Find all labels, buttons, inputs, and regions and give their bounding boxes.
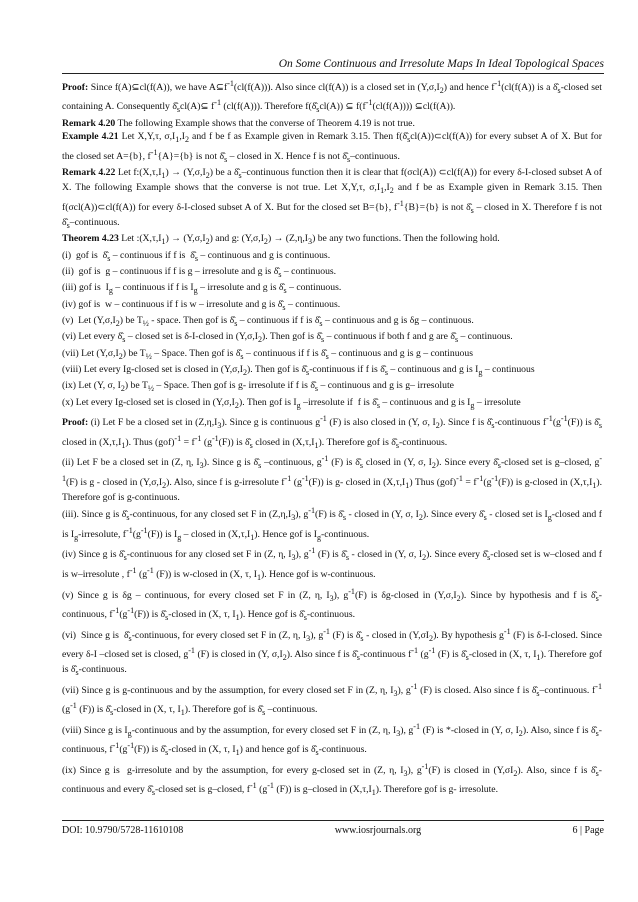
paragraph: Proof: (i) Let F be a closed set in $(Z,\eta,I_3)$. Since g is continuous $g^{-1}$ (F) is also closed in (Y, σ, $I_2$). Since f is $\deltâ_s$-continuous $f^{-1}(g^{-1}(F))$ is $\deltâ_s$ closed in $(X,\tau,I_1)$. Thus $(gof)^{-1} = f^{-1}$ $(g^{-1}(F))$ is $\deltâ_s$ closed in $(X,\tau,I_1)$. Therefore gof is $\deltâ_s$-continuous. bbox=[62, 414, 602, 450]
paragraph: (i) gof is $\deltâ_s$ – continuous if f is $\deltâ_s$ – continuous and g is continuous. bbox=[62, 249, 331, 263]
paragraph: Proof: Since f(A)⊆cl(f(A)), we have $A⊆f^{-1}(cl(f(A)))$. Also since cl(f(A)) is a closed set in $(Y,\sigma,I_2)$ and hence $f^{-1}(cl(f(A))$ is a $\deltâ_s$-closed set containing A. Consequently $\deltâ_scl(A)⊆$ $f^{-1}$ (cl(f(A))). Therefore $f(\deltâ_scl(A))$ ⊆ $f(f^{-1}(cl(f(A))))$ ⊆cl(f(A)). bbox=[62, 79, 602, 115]
article-body bbox=[62, 78, 602, 801]
paragraph: (iii). Since g is $\deltâ_s$-continuous, for any closed set F in $(Z,\eta,I_3)$, $g^{-1}(F)$ is $\deltâ_s$ - closed in (Y, σ, $I_2$). Since every $\deltâ_s$ - closed set is $I_g$-closed and f is $I_g$-irresolute, $f^{-1}(g^{-1}(F))$ is $I_g$ – closed in $(X,\tau,I_1)$. Hence gof is $I_g$-continuous. bbox=[62, 506, 602, 543]
paragraph: (iii) gof is $I_g$ – continuous if f is $I_g$ – irresolute and g is $\deltâ_s$ – continuous. bbox=[62, 282, 342, 296]
footer-page-number: 6 | Page bbox=[572, 825, 604, 836]
paragraph: Remark 4.22 Let $f:(X,\tau,I_1) \to (Y,\sigma,I_2)$ be a $\deltâ_s$–continuous function then it is clear that f(σcl(A)) ⊂cl(f(A)) for every δ-I-closed subset A of X. The following Example shows that the converse is not true. Let X,Y,τ, $\sigma,I_1,I_2$ and f be as Example given in Remark 3.15. Then f(σcl(A))⊂cl(f(A)) for every δ-I-closed subset A of X. But for the closed set B={b}, $f^{-1}\{B\}=\{b\}$ is not $\deltâ_s$ – closed in X. Therefore f is not $\deltâ_s$–continuous. bbox=[62, 167, 603, 231]
footer-doi: DOI: 10.9790/5728-11610108 bbox=[62, 825, 184, 836]
paragraph: (ix) Let (Y, σ, $I_2$) be $T_{\frac{1}{2}}$ – Space. Then gof is g- irresolute if f is $\deltâ_s$ – continuous and g is g– irresolute bbox=[62, 380, 454, 394]
paragraph: (viii) Since g is $I_g$-continuous and by the assumption, for every closed set F in (Z, η, $I_3$), $g^{-1}$ (F) is *-closed in (Y, σ, $I_2$). Also, since f is $\deltâ_s$-continuous, $f^{-1}(g^{-1}(F))$ is $\deltâ_s$-closed in (X, τ, $I_1$) and hence gof is $\deltâ_s$-continuous. bbox=[62, 721, 602, 758]
paragraph: Theorem 4.23 Let $:(X,\tau,I_1) \to (Y,\sigma,I_2)$ and g: $(Y,\sigma,I_2) \to (Z,\eta,I_3)$ be any two functions. Then the following hold. bbox=[62, 233, 500, 247]
paragraph: Example 4.21 Let X,Y,τ, $\sigma,I_1,I_2$ and f be f as Example given in Remark 3.15. Then $f(\deltâ_scl(A))\subset cl(f(A))$ for every subset A of X. But for the closed set A={b}, $f^{-1}\{A\}=\{b\}$ is not $\deltâ_s$ – closed in X. Hence f is not $\deltâ_s$–continuous. bbox=[62, 131, 602, 164]
paragraph: Remark 4.20 The following Example shows that the converse of Theorem 4.19 is not true. bbox=[62, 118, 415, 130]
paragraph: (x) Let every Ig-closed set is closed in $(Y,\sigma,I_2)$. Then gof is $I_g$ –irresolute if f is $\deltâ_s$ – continuous and g is $I_g$ – irresolute bbox=[62, 396, 521, 410]
page-footer bbox=[62, 820, 604, 836]
paragraph: (vii) Since g is g-continuous and by the assumption, for every closed set F in (Z, η, $I_3$), $g^{-1}$ (F) is closed. Also since f is $\deltâ_s$–continuous. $f^{-1}$ ($g^{-1}$ (F)) is $\deltâ_s$-closed in (X, τ, $I_1$). Therefore gof is $\deltâ_s$ –continuous. bbox=[62, 681, 602, 718]
paragraph: (vi) Let every $\deltâ_s$ – closed set is δ-I-closed in $(Y,\sigma,I_2)$. Then gof is $\deltâ_s$ – continuous if both f and g are $\deltâ_s$ – continuous. bbox=[62, 331, 513, 345]
footer-website: www.iosrjournals.org bbox=[334, 825, 422, 836]
paragraph: (ii) Let F be a closed set in (Z, η, $I_3$). Since g is $\deltâ_s$ –continuous, $g^{-1}$ (F) is $\deltâ_s$ closed in (Y, σ, $I_2$). Since every $\deltâ_s$-closed set is g–closed, $g^{-1}(F)$ is g - closed in $(Y,\sigma,I_2)$. Also, since f is g-irresolute $f^{-1}$ $(g^{-1}(F))$ is g- closed in $(X,\tau,I_1)$ Thus $(gof)^{-1} = f^{-1}(g^{-1}(F))$ is g-closed in $(X,\tau,I_1)$. Therefore gof is g-continuous. bbox=[62, 454, 603, 504]
paragraph: (ix) Since g is g-irresolute and by the assumption, for every g-closed set in (Z, η, $I_3$), $g^{-1}(F)$ is closed in $(Y,\sigma I_2)$. Also, since f is $\deltâ_s$-continuous and every $\deltâ_s$-closed set is g–closed, $f^{-1}$ ($g^{-1}$ (F)) is g–closed in $(X,\tau,I_1)$. Therefore gof is g- irresolute. bbox=[62, 761, 602, 798]
paragraph: (v) Since g is δg – continuous, for every closed set F in (Z, η, $I_3$), $g^{-1}(F)$ is δg-closed in $(Y,\sigma,I_2)$. Since by hypothesis and f is $\deltâ_s$-continuous, $f^{-1}(g^{-1}(F))$ is $\deltâ_s$-closed in (X, τ, $I_1$). Hence gof is $\deltâ_s$-continuous. bbox=[62, 586, 602, 623]
paragraph: (vii) Let $(Y,\sigma,I_2)$ be $T_{\frac{1}{2}}$ – Space. Then gof is $\deltâ_s$ – continuous if f is $\deltâ_s$ – continuous and g is g – continuous bbox=[62, 347, 473, 361]
paragraph: (iv) Since g is $\deltâ_s$-continuous for any closed set F in (Z, η, $I_3$), $g^{-1}$ (F) is $\deltâ_s$ - closed in (Y, σ, $I_2$). Since every $\deltâ_s$-closed set is w–closed and f is w–irresolute , $f^{-1}$ ($g^{-1}$ (F)) is w-closed in (X, τ, $I_1$). Hence gof is w-continuous. bbox=[62, 546, 602, 583]
paragraph: (v) Let $(Y,\sigma,I_2)$ be $T_{\frac{1}{2}}$ - space. Then gof is $\deltâ_s$ – continuous if f is $\deltâ_s$ – continuous and g is δg – continuous. bbox=[62, 315, 474, 329]
paragraph: (viii) Let every Ig-closed set is closed in $(Y,\sigma,I_2)$. Then gof is $\deltâ_s$-continuous if f is $\deltâ_s$ – continuous and g is $I_g$ – continuous bbox=[62, 364, 535, 378]
paragraph: (ii) gof is g – continuous if f is g – irresolute and g is $\deltâ_s$ – continuous. bbox=[62, 266, 337, 280]
paragraph: (vi) Since g is $\deltâ_s$-continuous, for every closed set F in (Z, η, $I_3$), $g^{-1}$ (F) is $\deltâ_s$ - closed in $(Y,\sigma I_2)$. By hypothesis $g^{-1}$ (F) is δ-I-closed. Since every δ-I –closed set is closed, $g^{-1}$ (F) is closed in (Y, $\sigma,I_2$). Also since f is $\deltâ_s$-continuous $f^{-1}$ ($g^{-1}$ (F) is $\deltâ_s$-closed in (X, τ, $I_1$). Therefore gof is $\deltâ_s$-continuous. bbox=[62, 626, 602, 678]
running-header: On Some Continuous and Irresolute Maps In Ideal Topological Spaces bbox=[62, 58, 604, 74]
paragraph: (iv) gof is w – continuous if f is w – irresolute and g is $\deltâ_s$ – continuous. bbox=[62, 298, 341, 312]
